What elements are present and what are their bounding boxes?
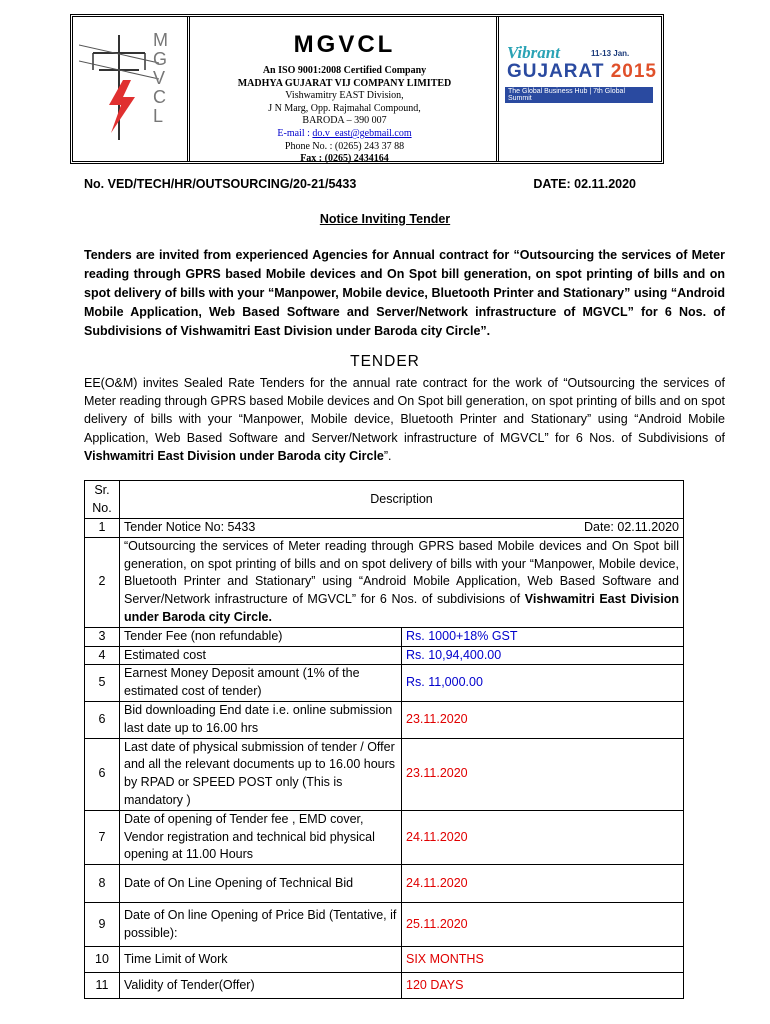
table-row — [85, 903, 684, 947]
company-address-block — [190, 17, 499, 165]
mgvcl-logo — [73, 17, 190, 161]
tender-paragraph — [84, 374, 725, 465]
row-sr: 6 — [85, 738, 120, 810]
phone-line: Phone No. : (0265) 243 37 88 — [284, 140, 405, 152]
transmission-tower-icon — [79, 25, 159, 145]
table-row — [85, 646, 684, 665]
para-bold-division: Vishwamitri East Division under Baroda city Circle — [84, 448, 384, 463]
table-row — [85, 627, 684, 646]
row-desc: Tender Fee (non refundable) — [120, 627, 402, 646]
row-desc: Validity of Tender(Offer) — [120, 973, 402, 999]
vibrant-gujarat-logo — [496, 17, 661, 161]
row-value: 23.11.2020 — [402, 738, 684, 810]
tender-notice-date: Date: 02.11.2020 — [584, 520, 679, 534]
row-desc — [120, 537, 684, 627]
summit-tagline: The Global Business Hub | 7th Global Summit — [505, 87, 653, 103]
work-division: Vishwamitri East Division under Baroda city Circle. — [124, 592, 679, 624]
row-value: 24.11.2020 — [402, 810, 684, 864]
row-sr: 5 — [85, 665, 120, 702]
gujarat-text — [507, 61, 657, 83]
header-description: Description — [120, 481, 684, 519]
work-description: “Outsourcing the services of Meter reading through GPRS based Mobile devices and On Spot bill generation, on spot printing of bills and on spot delivery of bills with your “Manpower, Mobile device, Bluetooth Printer and Stationary” using “Android Mobile Application, Web Based Software and Server/Network infrastructure of MGVCL” for 6 Nos. of subdivisions of — [124, 538, 679, 607]
row-desc: Date of On line Opening of Price Bid (Tentative, if possible): — [120, 903, 402, 947]
table-row — [85, 665, 684, 702]
row-desc — [120, 519, 684, 538]
letter: V — [153, 68, 166, 88]
row-value: Rs. 1000+18% GST — [402, 627, 684, 646]
row-sr: 10 — [85, 947, 120, 973]
iso-line: An ISO 9001:2008 Certified Company — [262, 65, 427, 76]
header-sr-no: Sr. No. — [85, 481, 120, 519]
table-row — [85, 701, 684, 738]
summit-year: 2015 — [610, 61, 657, 82]
fax-line: Fax : (0265) 2434164 — [300, 153, 389, 165]
row-sr: 3 — [85, 627, 120, 646]
letter: M — [153, 30, 168, 50]
tender-heading: TENDER — [350, 353, 420, 370]
mgvcl-wordmark: MGVCL — [293, 31, 396, 58]
gujarat-word: GUJARAT — [507, 61, 605, 82]
row-desc: Date of On Line Opening of Technical Bid — [120, 865, 402, 903]
letter: L — [153, 106, 164, 126]
reference-number: No. VED/TECH/HR/OUTSOURCING/20-21/5433 — [84, 177, 357, 191]
intro-paragraph: Tenders are invited from experienced Agencies for Annual contract for “Outsourcing the services of Meter reading through GPRS based Mobile devices and On Spot bill generation, on spot printing of bills and on spot delivery of bills with your “Manpower, Mobile device, Bluetooth Printer and Stationary” using “Android Mobile Application, Web Based Software and Server/Network infrastructure of MGVCL” for 6 Nos. of Subdivisions of Vishwamitri East Division under Baroda city Circle”. — [84, 248, 725, 338]
row-desc: Last date of physical submission of tender / Offer and all the relevant documents up to 16.00 hours by RPAD or SPEED POST only (This is mandatory ) — [120, 738, 402, 810]
table-row — [85, 738, 684, 810]
table-row — [85, 537, 684, 627]
table-row — [85, 865, 684, 903]
row-value: 120 DAYS — [402, 973, 684, 999]
reference-line — [84, 177, 636, 191]
para-text: EE(O&M) invites Sealed Rate Tenders for the annual rate contract for the work of “Outsourcing the services of Meter reading through GPRS based Mobile devices and On Spot bill generation, on spot printing of bills and on spot delivery of bills with your “Manpower, Mobile device, Bluetooth Printer and Stationary” using “Android Mobile Application, Web Based Software and Server/Network infrastructure of MGVCL” for 6 Nos. of Subdivisions of — [84, 376, 725, 445]
row-sr: 1 — [85, 519, 120, 538]
row-desc: Bid downloading End date i.e. online submission last date up to 16.00 hrs — [120, 701, 402, 738]
row-value: Rs. 10,94,400.00 — [402, 646, 684, 665]
letter: C — [153, 87, 166, 107]
email-link[interactable]: do.v_east@gebmail.com — [312, 127, 412, 139]
city-line: BARODA – 390 007 — [302, 115, 387, 127]
row-sr: 2 — [85, 537, 120, 627]
row-value: 24.11.2020 — [402, 865, 684, 903]
row-value: SIX MONTHS — [402, 947, 684, 973]
tender-details-table — [84, 480, 684, 999]
email-label: E-mail : — [277, 127, 313, 139]
row-sr: 9 — [85, 903, 120, 947]
table-row — [85, 810, 684, 864]
letterhead — [70, 14, 664, 164]
summit-dates: 11-13 Jan. — [591, 49, 630, 58]
table-header-row — [85, 481, 684, 519]
row-desc: Time Limit of Work — [120, 947, 402, 973]
row-sr: 7 — [85, 810, 120, 864]
row-value: Rs. 11,000.00 — [402, 665, 684, 702]
row-value: 25.11.2020 — [402, 903, 684, 947]
reference-date: DATE: 02.11.2020 — [533, 177, 636, 191]
table-row — [85, 519, 684, 538]
email-line — [190, 128, 499, 141]
row-desc: Estimated cost — [120, 646, 402, 665]
vibrant-text: Vibrant — [507, 43, 560, 62]
row-desc: Date of opening of Tender fee , EMD cover, Vendor registration and technical bid physical opening at 11.00 Hours — [120, 810, 402, 864]
row-desc: Earnest Money Deposit amount (1% of the estimated cost of tender) — [120, 665, 402, 702]
table-row — [85, 947, 684, 973]
company-name: MADHYA GUJARAT VIJ COMPANY LIMITED — [237, 77, 452, 89]
row-sr: 8 — [85, 865, 120, 903]
row-sr: 4 — [85, 646, 120, 665]
mgvcl-vertical-letters — [153, 31, 168, 126]
notice-title: Notice Inviting Tender — [319, 212, 451, 226]
row-value: 23.11.2020 — [402, 701, 684, 738]
row-sr: 11 — [85, 973, 120, 999]
division-line: Vishwamitry EAST Division, — [285, 90, 404, 102]
table-row — [85, 973, 684, 999]
tender-notice-no: Tender Notice No: 5433 — [124, 520, 256, 534]
row-sr: 6 — [85, 701, 120, 738]
letter: G — [153, 49, 168, 69]
address-line: J N Marg, Opp. Rajmahal Compound, — [268, 102, 421, 114]
para-end: ”. — [383, 448, 392, 463]
